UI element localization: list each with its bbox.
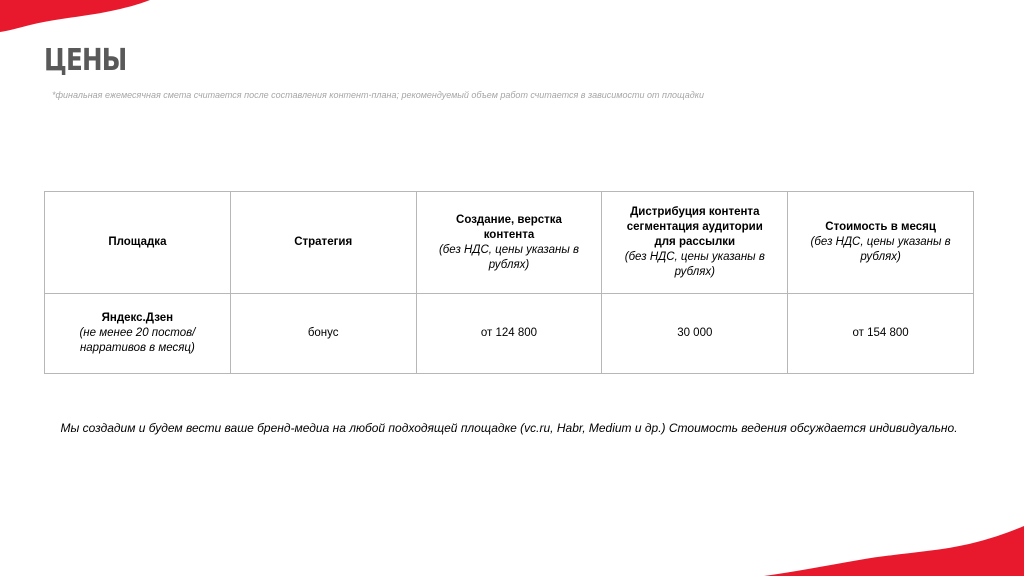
cell-distribution-price: 30 000: [602, 294, 788, 374]
cell-strategy: бонус: [230, 294, 416, 374]
header-note: (без НДС, цены указаны в рублях): [810, 236, 951, 263]
platform-note: (не менее 20 постов/нарративов в месяц): [79, 327, 196, 354]
bottom-note: Мы создадим и будем вести ваше бренд-медиа на любой подходящей площадке (vc.ru, Habr, Medium и др.) Стоимость ведения обсуждается индивидуально.: [60, 421, 958, 435]
header-content-creation: [416, 192, 602, 294]
footnote: *финальная ежемесячная смета считается после составления контент-плана; рекомендуемый объем работ считается в зависимости от площадки: [52, 90, 705, 100]
header-note: (без НДС, цены указаны в рублях): [438, 243, 580, 271]
page-title: ЦЕНЫ: [44, 43, 127, 78]
header-monthly-cost: [788, 192, 974, 294]
header-strategy: [230, 192, 416, 294]
table-header-row: [45, 192, 974, 294]
cell-creation-price: от 124 800: [416, 294, 602, 374]
table-row: [45, 294, 974, 374]
bottom-right-red-wave-decoration: [764, 526, 1024, 576]
cell-monthly-cost: от 154 800: [788, 294, 974, 374]
header-distribution: [602, 192, 788, 294]
header-label: Создание, верстка контента: [456, 213, 562, 241]
cell-platform: [45, 294, 231, 374]
header-label: Стоимость в месяц: [825, 221, 936, 233]
platform-name: Яндекс.Дзен: [101, 312, 174, 324]
header-note: (без НДС, цены указаны в рублях): [624, 251, 765, 278]
header-label: Площадка: [108, 236, 167, 248]
header-label: Дистрибуция контента сегментация аудитории для рассылки: [626, 206, 763, 248]
header-platform: [45, 192, 231, 294]
header-label: Стратегия: [294, 236, 353, 248]
pricing-table: [44, 191, 974, 374]
top-left-red-wave-decoration: [0, 0, 150, 32]
